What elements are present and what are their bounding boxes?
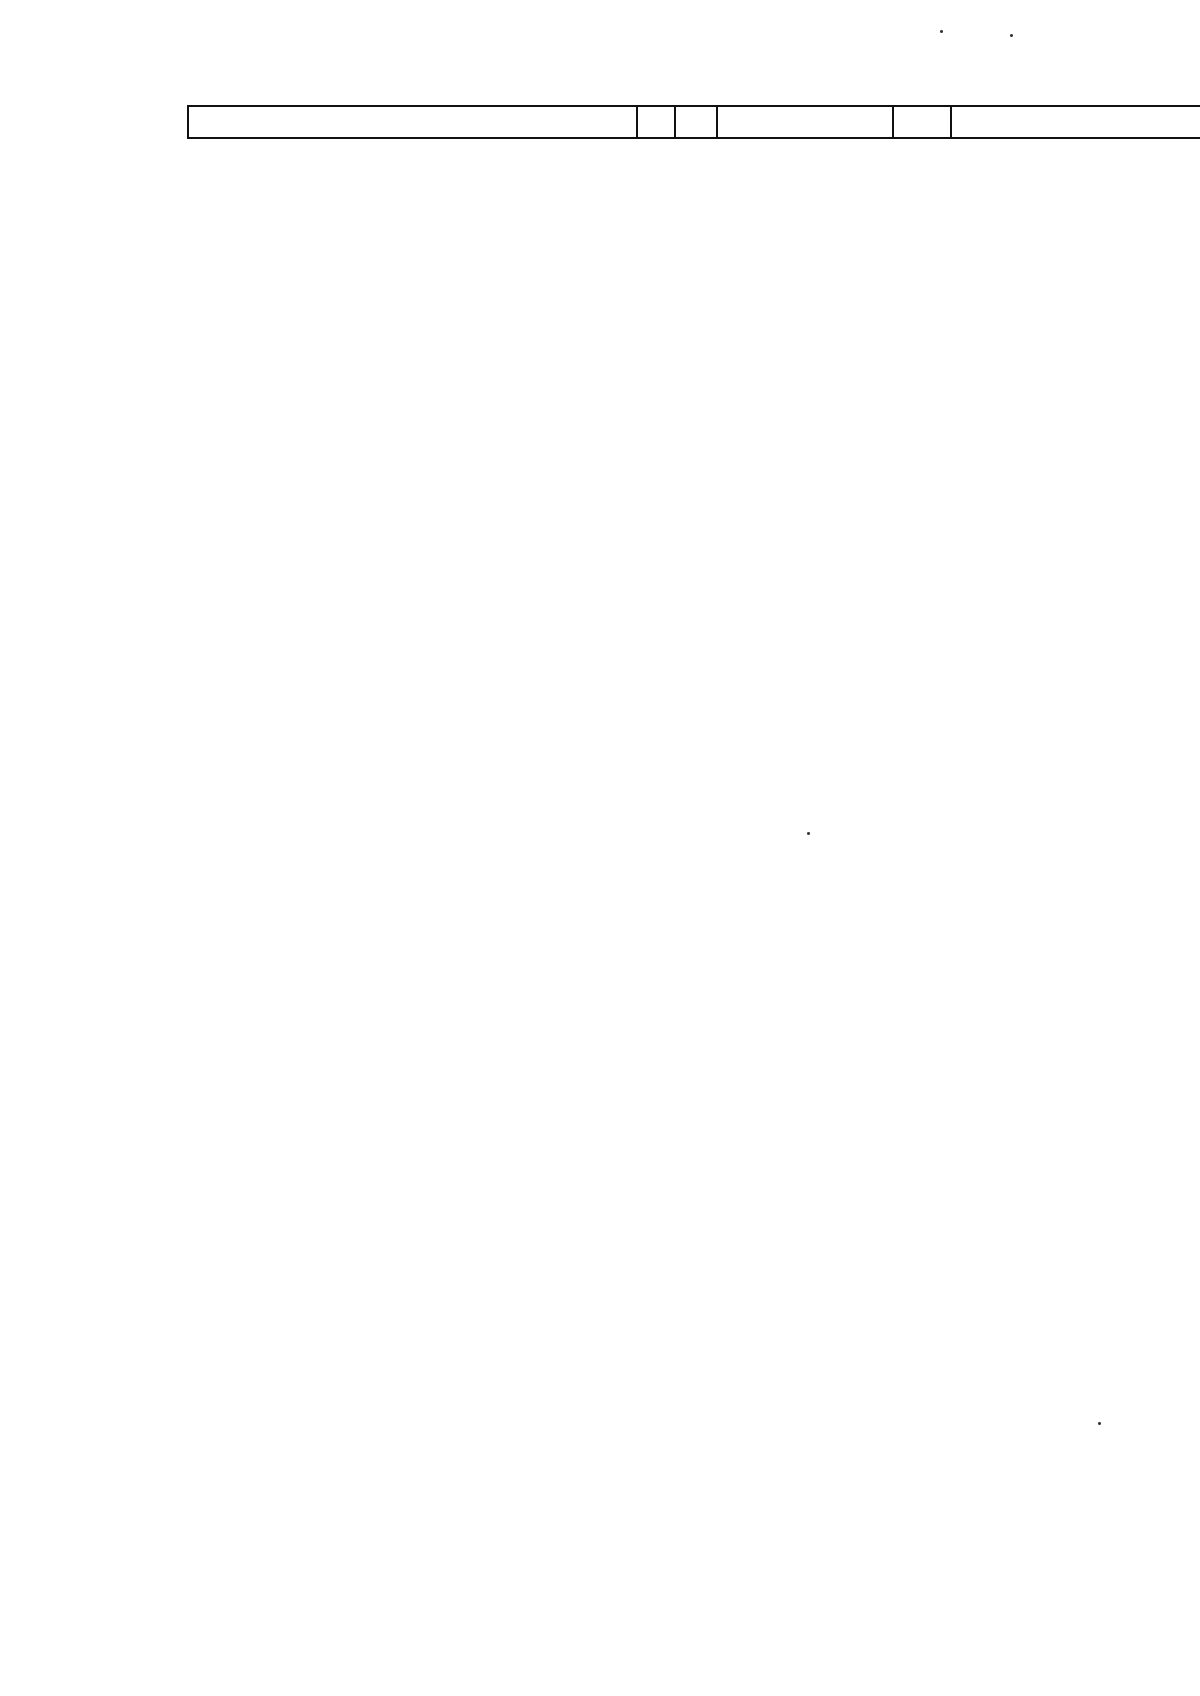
header-col-4 (718, 107, 894, 137)
header-col-3 (676, 107, 718, 137)
header-col-6 (952, 107, 1200, 137)
header-col-1 (189, 107, 638, 137)
scan-speck (1098, 1422, 1101, 1425)
scan-speck (1010, 34, 1013, 37)
header-col-2 (638, 107, 676, 137)
table-header (187, 105, 1200, 139)
scan-speck (940, 30, 943, 33)
scan-speck (807, 832, 810, 835)
header-col-5 (894, 107, 952, 137)
